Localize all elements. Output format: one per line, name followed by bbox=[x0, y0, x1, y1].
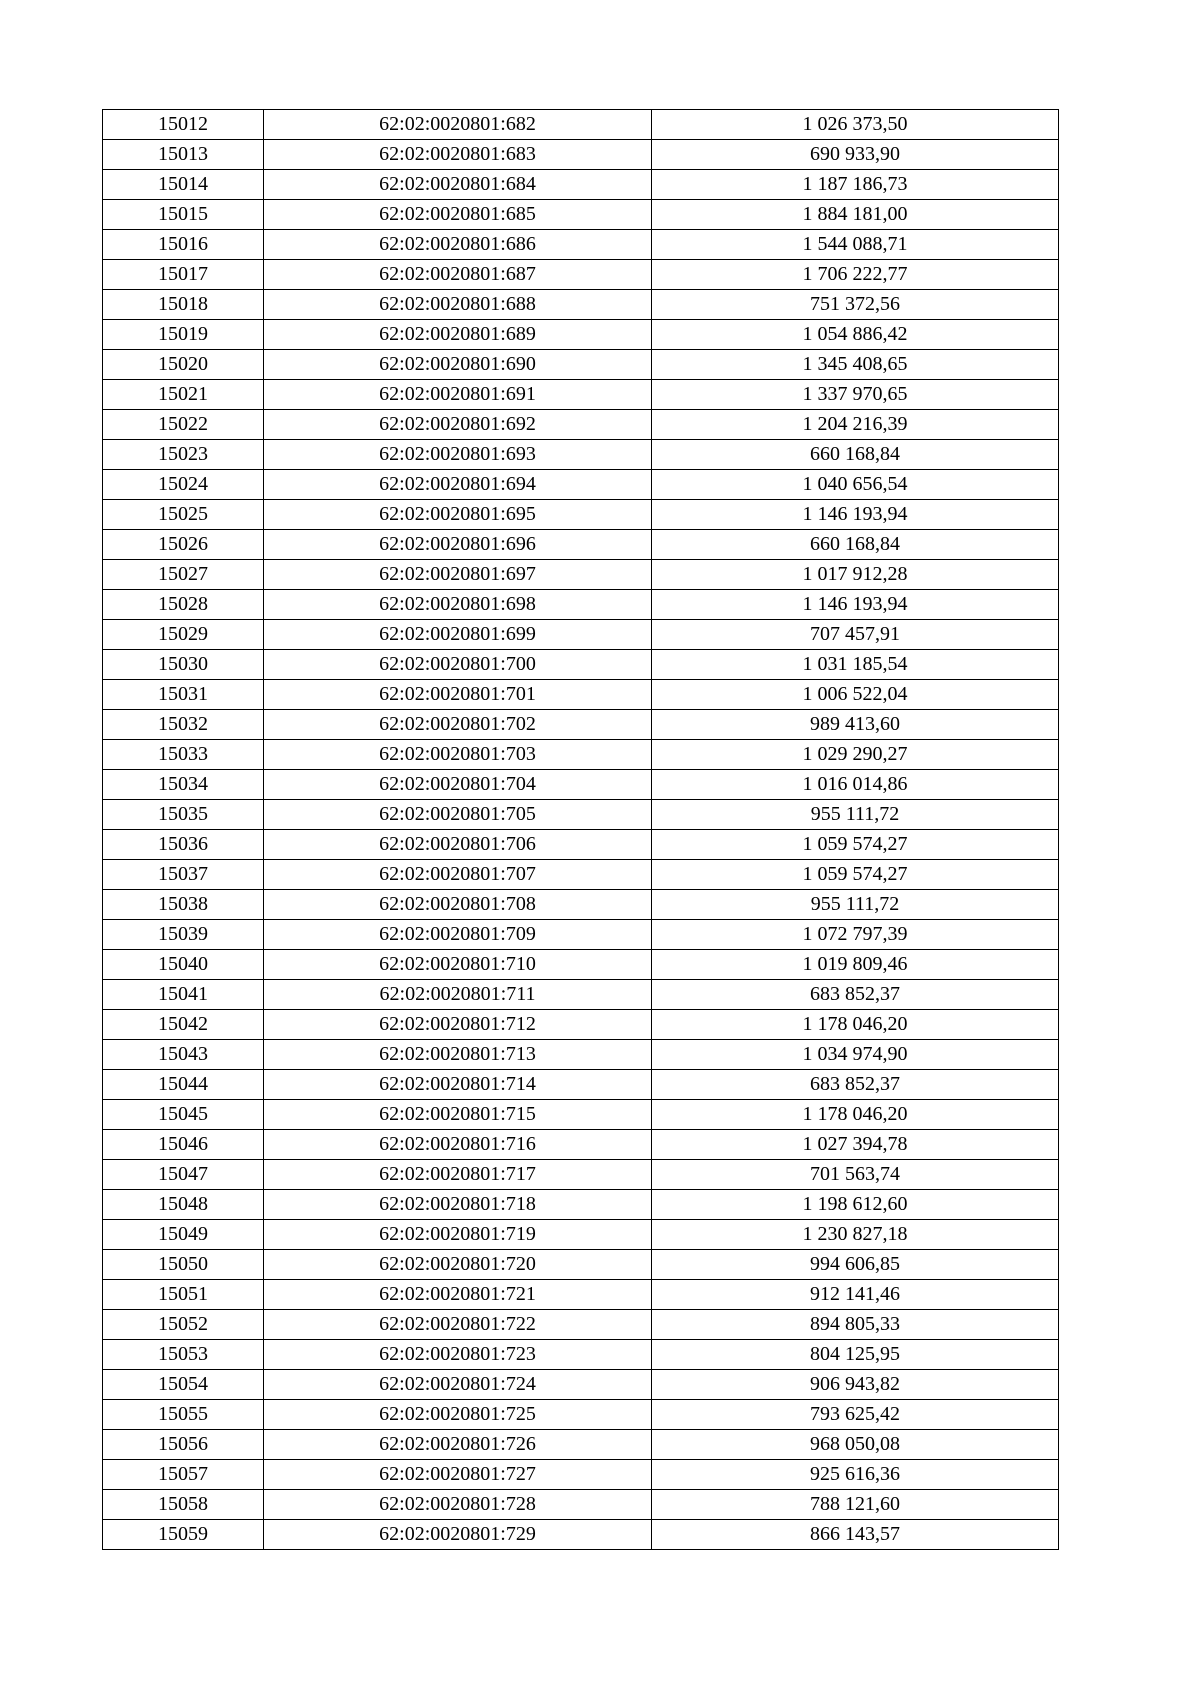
cadastral-number-cell: 62:02:0020801:727 bbox=[264, 1460, 652, 1490]
row-number-cell: 15030 bbox=[103, 650, 264, 680]
table-row bbox=[103, 230, 1059, 260]
table-row bbox=[103, 830, 1059, 860]
row-number-cell: 15040 bbox=[103, 950, 264, 980]
cadastral-number-cell: 62:02:0020801:722 bbox=[264, 1310, 652, 1340]
cadastral-value-table bbox=[102, 109, 1059, 1550]
cadastral-number-cell: 62:02:0020801:702 bbox=[264, 710, 652, 740]
table-row bbox=[103, 1430, 1059, 1460]
table-row bbox=[103, 1400, 1059, 1430]
table-row bbox=[103, 1250, 1059, 1280]
table-row bbox=[103, 1460, 1059, 1490]
cadastral-number-cell: 62:02:0020801:726 bbox=[264, 1430, 652, 1460]
table-row bbox=[103, 1490, 1059, 1520]
value-cell: 1 198 612,60 bbox=[652, 1190, 1059, 1220]
value-cell: 1 006 522,04 bbox=[652, 680, 1059, 710]
value-cell: 1 054 886,42 bbox=[652, 320, 1059, 350]
cadastral-number-cell: 62:02:0020801:705 bbox=[264, 800, 652, 830]
table-row bbox=[103, 1130, 1059, 1160]
table-row bbox=[103, 380, 1059, 410]
table-row bbox=[103, 1340, 1059, 1370]
row-number-cell: 15021 bbox=[103, 380, 264, 410]
value-cell: 1 072 797,39 bbox=[652, 920, 1059, 950]
value-cell: 1 034 974,90 bbox=[652, 1040, 1059, 1070]
table-row bbox=[103, 170, 1059, 200]
value-cell: 994 606,85 bbox=[652, 1250, 1059, 1280]
cadastral-number-cell: 62:02:0020801:721 bbox=[264, 1280, 652, 1310]
row-number-cell: 15019 bbox=[103, 320, 264, 350]
value-cell: 788 121,60 bbox=[652, 1490, 1059, 1520]
table-row bbox=[103, 1370, 1059, 1400]
table-row bbox=[103, 1310, 1059, 1340]
row-number-cell: 15052 bbox=[103, 1310, 264, 1340]
row-number-cell: 15025 bbox=[103, 500, 264, 530]
row-number-cell: 15036 bbox=[103, 830, 264, 860]
value-cell: 683 852,37 bbox=[652, 1070, 1059, 1100]
value-cell: 1 544 088,71 bbox=[652, 230, 1059, 260]
value-cell: 1 337 970,65 bbox=[652, 380, 1059, 410]
cadastral-number-cell: 62:02:0020801:714 bbox=[264, 1070, 652, 1100]
cadastral-number-cell: 62:02:0020801:685 bbox=[264, 200, 652, 230]
cadastral-number-cell: 62:02:0020801:720 bbox=[264, 1250, 652, 1280]
cadastral-number-cell: 62:02:0020801:701 bbox=[264, 680, 652, 710]
row-number-cell: 15049 bbox=[103, 1220, 264, 1250]
row-number-cell: 15026 bbox=[103, 530, 264, 560]
row-number-cell: 15050 bbox=[103, 1250, 264, 1280]
cadastral-number-cell: 62:02:0020801:699 bbox=[264, 620, 652, 650]
table-row bbox=[103, 350, 1059, 380]
table-row bbox=[103, 110, 1059, 140]
table-row bbox=[103, 260, 1059, 290]
table-row bbox=[103, 560, 1059, 590]
cadastral-number-cell: 62:02:0020801:718 bbox=[264, 1190, 652, 1220]
cadastral-number-cell: 62:02:0020801:725 bbox=[264, 1400, 652, 1430]
table-row bbox=[103, 290, 1059, 320]
table-row bbox=[103, 1040, 1059, 1070]
table-row bbox=[103, 740, 1059, 770]
table-row bbox=[103, 500, 1059, 530]
cadastral-number-cell: 62:02:0020801:704 bbox=[264, 770, 652, 800]
table-row bbox=[103, 470, 1059, 500]
row-number-cell: 15024 bbox=[103, 470, 264, 500]
table-row bbox=[103, 410, 1059, 440]
row-number-cell: 15032 bbox=[103, 710, 264, 740]
table-row bbox=[103, 530, 1059, 560]
row-number-cell: 15031 bbox=[103, 680, 264, 710]
row-number-cell: 15042 bbox=[103, 1010, 264, 1040]
row-number-cell: 15023 bbox=[103, 440, 264, 470]
row-number-cell: 15027 bbox=[103, 560, 264, 590]
value-cell: 1 146 193,94 bbox=[652, 500, 1059, 530]
row-number-cell: 15043 bbox=[103, 1040, 264, 1070]
value-cell: 1 204 216,39 bbox=[652, 410, 1059, 440]
cadastral-number-cell: 62:02:0020801:689 bbox=[264, 320, 652, 350]
cadastral-number-cell: 62:02:0020801:697 bbox=[264, 560, 652, 590]
row-number-cell: 15022 bbox=[103, 410, 264, 440]
value-cell: 1 706 222,77 bbox=[652, 260, 1059, 290]
cadastral-number-cell: 62:02:0020801:696 bbox=[264, 530, 652, 560]
cadastral-number-cell: 62:02:0020801:712 bbox=[264, 1010, 652, 1040]
value-cell: 751 372,56 bbox=[652, 290, 1059, 320]
value-cell: 955 111,72 bbox=[652, 890, 1059, 920]
value-cell: 1 146 193,94 bbox=[652, 590, 1059, 620]
cadastral-number-cell: 62:02:0020801:708 bbox=[264, 890, 652, 920]
cadastral-number-cell: 62:02:0020801:724 bbox=[264, 1370, 652, 1400]
row-number-cell: 15045 bbox=[103, 1100, 264, 1130]
table-row bbox=[103, 320, 1059, 350]
row-number-cell: 15058 bbox=[103, 1490, 264, 1520]
cadastral-number-cell: 62:02:0020801:719 bbox=[264, 1220, 652, 1250]
table-row bbox=[103, 920, 1059, 950]
row-number-cell: 15051 bbox=[103, 1280, 264, 1310]
cadastral-number-cell: 62:02:0020801:717 bbox=[264, 1160, 652, 1190]
cadastral-number-cell: 62:02:0020801:703 bbox=[264, 740, 652, 770]
table-body bbox=[103, 110, 1059, 1550]
cadastral-number-cell: 62:02:0020801:707 bbox=[264, 860, 652, 890]
row-number-cell: 15047 bbox=[103, 1160, 264, 1190]
table-row bbox=[103, 650, 1059, 680]
value-cell: 968 050,08 bbox=[652, 1430, 1059, 1460]
row-number-cell: 15015 bbox=[103, 200, 264, 230]
value-cell: 707 457,91 bbox=[652, 620, 1059, 650]
row-number-cell: 15017 bbox=[103, 260, 264, 290]
value-cell: 683 852,37 bbox=[652, 980, 1059, 1010]
value-cell: 1 017 912,28 bbox=[652, 560, 1059, 590]
row-number-cell: 15056 bbox=[103, 1430, 264, 1460]
value-cell: 1 031 185,54 bbox=[652, 650, 1059, 680]
cadastral-number-cell: 62:02:0020801:709 bbox=[264, 920, 652, 950]
value-cell: 690 933,90 bbox=[652, 140, 1059, 170]
value-cell: 989 413,60 bbox=[652, 710, 1059, 740]
value-cell: 925 616,36 bbox=[652, 1460, 1059, 1490]
row-number-cell: 15053 bbox=[103, 1340, 264, 1370]
row-number-cell: 15054 bbox=[103, 1370, 264, 1400]
value-cell: 955 111,72 bbox=[652, 800, 1059, 830]
cadastral-number-cell: 62:02:0020801:695 bbox=[264, 500, 652, 530]
value-cell: 660 168,84 bbox=[652, 440, 1059, 470]
value-cell: 1 026 373,50 bbox=[652, 110, 1059, 140]
cadastral-number-cell: 62:02:0020801:683 bbox=[264, 140, 652, 170]
row-number-cell: 15059 bbox=[103, 1520, 264, 1550]
row-number-cell: 15029 bbox=[103, 620, 264, 650]
row-number-cell: 15037 bbox=[103, 860, 264, 890]
table-row bbox=[103, 1520, 1059, 1550]
row-number-cell: 15044 bbox=[103, 1070, 264, 1100]
value-cell: 1 345 408,65 bbox=[652, 350, 1059, 380]
table-row bbox=[103, 1070, 1059, 1100]
cadastral-number-cell: 62:02:0020801:682 bbox=[264, 110, 652, 140]
row-number-cell: 15048 bbox=[103, 1190, 264, 1220]
value-cell: 1 884 181,00 bbox=[652, 200, 1059, 230]
cadastral-number-cell: 62:02:0020801:711 bbox=[264, 980, 652, 1010]
table-row bbox=[103, 1100, 1059, 1130]
cadastral-number-cell: 62:02:0020801:723 bbox=[264, 1340, 652, 1370]
table-row bbox=[103, 710, 1059, 740]
table-row bbox=[103, 1190, 1059, 1220]
row-number-cell: 15016 bbox=[103, 230, 264, 260]
value-cell: 1 230 827,18 bbox=[652, 1220, 1059, 1250]
cadastral-number-cell: 62:02:0020801:715 bbox=[264, 1100, 652, 1130]
row-number-cell: 15020 bbox=[103, 350, 264, 380]
table-row bbox=[103, 890, 1059, 920]
table-row bbox=[103, 1280, 1059, 1310]
value-cell: 1 178 046,20 bbox=[652, 1100, 1059, 1130]
cadastral-number-cell: 62:02:0020801:698 bbox=[264, 590, 652, 620]
cadastral-number-cell: 62:02:0020801:710 bbox=[264, 950, 652, 980]
table-row bbox=[103, 1160, 1059, 1190]
cadastral-number-cell: 62:02:0020801:692 bbox=[264, 410, 652, 440]
value-cell: 1 059 574,27 bbox=[652, 860, 1059, 890]
cadastral-number-cell: 62:02:0020801:690 bbox=[264, 350, 652, 380]
row-number-cell: 15046 bbox=[103, 1130, 264, 1160]
value-cell: 912 141,46 bbox=[652, 1280, 1059, 1310]
value-cell: 906 943,82 bbox=[652, 1370, 1059, 1400]
value-cell: 1 040 656,54 bbox=[652, 470, 1059, 500]
row-number-cell: 15028 bbox=[103, 590, 264, 620]
cadastral-number-cell: 62:02:0020801:706 bbox=[264, 830, 652, 860]
table-row bbox=[103, 860, 1059, 890]
row-number-cell: 15013 bbox=[103, 140, 264, 170]
row-number-cell: 15014 bbox=[103, 170, 264, 200]
table-row bbox=[103, 680, 1059, 710]
row-number-cell: 15034 bbox=[103, 770, 264, 800]
value-cell: 804 125,95 bbox=[652, 1340, 1059, 1370]
row-number-cell: 15035 bbox=[103, 800, 264, 830]
table-row bbox=[103, 620, 1059, 650]
value-cell: 660 168,84 bbox=[652, 530, 1059, 560]
value-cell: 793 625,42 bbox=[652, 1400, 1059, 1430]
cadastral-number-cell: 62:02:0020801:729 bbox=[264, 1520, 652, 1550]
table-row bbox=[103, 950, 1059, 980]
value-cell: 1 019 809,46 bbox=[652, 950, 1059, 980]
row-number-cell: 15012 bbox=[103, 110, 264, 140]
table-row bbox=[103, 980, 1059, 1010]
row-number-cell: 15041 bbox=[103, 980, 264, 1010]
row-number-cell: 15033 bbox=[103, 740, 264, 770]
cadastral-number-cell: 62:02:0020801:691 bbox=[264, 380, 652, 410]
row-number-cell: 15057 bbox=[103, 1460, 264, 1490]
value-cell: 1 187 186,73 bbox=[652, 170, 1059, 200]
cadastral-number-cell: 62:02:0020801:688 bbox=[264, 290, 652, 320]
table-row bbox=[103, 440, 1059, 470]
cadastral-number-cell: 62:02:0020801:686 bbox=[264, 230, 652, 260]
table-row bbox=[103, 590, 1059, 620]
value-cell: 1 059 574,27 bbox=[652, 830, 1059, 860]
table-row bbox=[103, 770, 1059, 800]
row-number-cell: 15039 bbox=[103, 920, 264, 950]
cadastral-number-cell: 62:02:0020801:693 bbox=[264, 440, 652, 470]
table-row bbox=[103, 1010, 1059, 1040]
cadastral-number-cell: 62:02:0020801:716 bbox=[264, 1130, 652, 1160]
cadastral-number-cell: 62:02:0020801:728 bbox=[264, 1490, 652, 1520]
table-row bbox=[103, 800, 1059, 830]
value-cell: 1 029 290,27 bbox=[652, 740, 1059, 770]
value-cell: 701 563,74 bbox=[652, 1160, 1059, 1190]
value-cell: 1 027 394,78 bbox=[652, 1130, 1059, 1160]
row-number-cell: 15055 bbox=[103, 1400, 264, 1430]
cadastral-number-cell: 62:02:0020801:700 bbox=[264, 650, 652, 680]
cadastral-number-cell: 62:02:0020801:687 bbox=[264, 260, 652, 290]
row-number-cell: 15038 bbox=[103, 890, 264, 920]
cadastral-number-cell: 62:02:0020801:684 bbox=[264, 170, 652, 200]
table-row bbox=[103, 1220, 1059, 1250]
row-number-cell: 15018 bbox=[103, 290, 264, 320]
table-row bbox=[103, 140, 1059, 170]
cadastral-number-cell: 62:02:0020801:694 bbox=[264, 470, 652, 500]
value-cell: 1 178 046,20 bbox=[652, 1010, 1059, 1040]
cadastral-number-cell: 62:02:0020801:713 bbox=[264, 1040, 652, 1070]
table-row bbox=[103, 200, 1059, 230]
value-cell: 866 143,57 bbox=[652, 1520, 1059, 1550]
value-cell: 1 016 014,86 bbox=[652, 770, 1059, 800]
value-cell: 894 805,33 bbox=[652, 1310, 1059, 1340]
